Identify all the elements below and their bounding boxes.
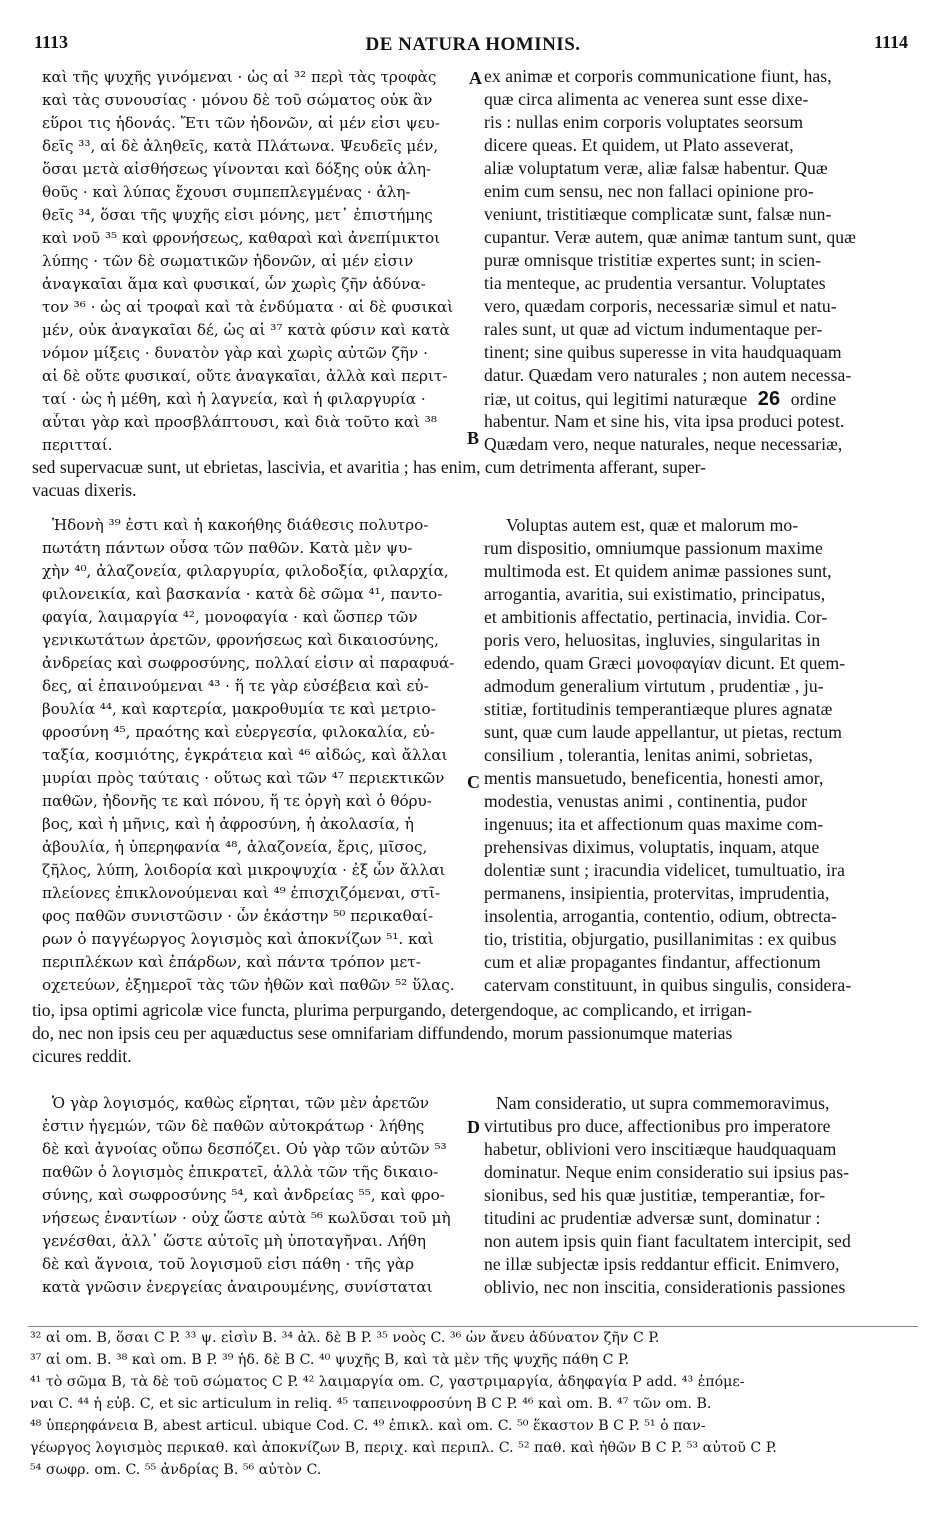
page-header: [0, 28, 946, 62]
latin-line: ingenuus; ita et affectionum quas maxime com-: [484, 814, 824, 834]
greek-line: μυρίαι πρὸς ταύταις · οὕτως καὶ τῶν ⁴⁷ περιεκτικῶν: [42, 769, 445, 787]
latin-line: insolentia, arrogantia, contentio, odium, obtrecta-: [484, 906, 837, 926]
greek-line: ταί · ὡς ἡ μέθη, καὶ ἡ λαγνεία, καὶ ἡ φιλαργυρία ·: [42, 390, 426, 408]
latin-line: stitiæ, fortitudinis temperantiæque plures agnatæ: [484, 699, 833, 719]
full-width-line: vacuas dixeris.: [32, 480, 137, 500]
latin-line: multimoda est. Et quidem animæ passiones sunt,: [484, 561, 832, 581]
greek-line: κατὰ γνῶσιν ἐνεργείας ἀναιρουμένης, συνίσταται: [42, 1278, 433, 1296]
section-marker-a: A: [469, 68, 482, 88]
greek-line: οχετεύων, ἐξημεροῖ τὰς τῶν ἠθῶν καὶ παθῶν ⁵² ὕλας.: [42, 976, 455, 994]
section-marker-b: B: [467, 428, 480, 448]
latin-line: dicere queas. Et quidem, ut Plato asseverat,: [484, 135, 794, 155]
latin-line: sunt, quæ cum laude appellantur, ut pietas, rectum: [484, 722, 843, 742]
latin-line: aliæ voluptatum veræ, aliæ falsæ habentur. Quæ: [484, 158, 828, 178]
latin-line: ne illæ subjectæ ipsis reddantur efficit. Enimvero,: [484, 1254, 840, 1274]
full-width-line: do, nec non ipsis ceu per aquæductus sese omnifariam diffundendo, morum passionumque materias: [32, 1023, 733, 1043]
latin-line: modestia, venustas animi , continentia, pudor: [484, 791, 808, 811]
latin-text: ordine: [790, 389, 837, 409]
footnote-line: ναι C. ⁴⁴ ἡ εὐβ. C, et sic articulum in reliq. ⁴⁵ ταπεινοφροσύνη B C P. ⁴⁶ καὶ om. B. ⁴⁷ τῶν om. B.: [30, 1396, 712, 1412]
greek-line: γενικωτάτων ἀρετῶν, φρονήσεως καὶ δικαιοσύνης,: [42, 631, 439, 649]
latin-line: Nam consideratio, ut supra commemoravimus,: [496, 1093, 830, 1113]
greek-line: θοῦς · καὶ λύπας ἔχουσι συμπεπλεγμένας · ἀλη-: [42, 183, 411, 201]
latin-line: oblivio, nec non inscitia, considerationis passiones: [484, 1277, 846, 1297]
latin-line: non autem ipsis quin fiant facultatem intercipit, sed: [484, 1231, 851, 1251]
greek-line: δὲ καὶ ἄγνοια, τοῦ λογισμοῦ εἰσι πάθη · τῆς γὰρ: [42, 1255, 415, 1273]
greek-line: σύνης, καὶ σωφροσύνης ⁵⁴, καὶ ἀνδρείας ⁵⁵, καὶ φρο-: [42, 1186, 445, 1204]
greek-line: δὲ καὶ ἀγνοίας οὔπω δεσπόζει. Οὐ γὰρ τῶν αὐτῶν ⁵³: [42, 1140, 447, 1158]
section-marker-d: D: [467, 1117, 480, 1137]
latin-line: Voluptas autem est, quæ et malorum mo-: [506, 515, 799, 535]
latin-line: vero, quædam corporis, necessariæ simul et natu-: [484, 296, 837, 316]
latin-line: tio, tristitia, objurgatio, pusillanimitas : ex quibus: [484, 929, 837, 949]
greek-line: δεῖς ³³, αἱ δὲ ἀληθεῖς, κατὰ Πλάτωνα. Ψευδεῖς μέν,: [42, 137, 439, 155]
latin-line: virtutibus pro duce, affectionibus pro imperatore: [484, 1116, 831, 1136]
latin-text: riæ, ut coitus, qui legitimi naturæque: [484, 389, 748, 409]
greek-line: νόμον μίξεις · δυνατὸν γὰρ καὶ χωρὶς αὐτῶν ζῆν ·: [42, 344, 428, 362]
greek-line: Ἡδονὴ ³⁹ ἐστι καὶ ἡ κακοήθης διάθεσις πολυτρο-: [52, 516, 429, 534]
greek-line: νήσεως ἐναντίων · οὐχ ὥστε αὐτὰ ⁵⁶ κωλῦσαι τοῦ μὴ: [42, 1209, 451, 1227]
page-number-left: 1113: [34, 32, 69, 52]
greek-line: παθῶν, ἡδονῆς τε καὶ πόνου, ἥ τε ὀργὴ καὶ ὁ θόρυ-: [42, 792, 432, 810]
footnote-line: ³⁷ αἱ om. B. ³⁸ καὶ om. B P. ³⁹ ἡδ. δὲ B C. ⁴⁰ ψυχῆς B, καὶ τὰ μὲν τῆς ψυχῆς πάθη C P.: [30, 1352, 630, 1368]
footnote-line: ⁴¹ τὸ σῶμα B, τὰ δὲ τοῦ σώματος C P. ⁴² λαιμαργία om. C, γαστριμαργία, ἀδηφαγία P add. ⁴³ ἑπόμε-: [30, 1374, 745, 1390]
greek-line: ζῆλος, λύπη, λοιδορία καὶ μικροψυχία · ἐξ ὧν ἄλλαι: [42, 861, 446, 879]
greek-line: βουλία ⁴⁴, καὶ καρτερία, μακροθυμία τε καὶ μετριο-: [42, 700, 436, 718]
greek-line: πωτάτη πάντων οὖσα τῶν παθῶν. Κατὰ μὲν ψυ-: [42, 539, 413, 557]
latin-line: tinent; sine quibus superesse in vita haudquaquam: [484, 342, 842, 362]
greek-line: καὶ τὰς συνουσίας · μόνου δὲ τοῦ σώματος οὐκ ἂν: [42, 91, 433, 109]
greek-line: ρων ὁ παγγέωργος λογισμὸς καὶ ἀποκνίζων ⁵¹. καὶ: [42, 930, 434, 948]
latin-line: habentur. Nam et sine his, vita ipsa produci potest.: [484, 411, 845, 431]
greek-line: καὶ νοῦ ³⁵ καὶ φρονήσεως, καθαραὶ καὶ ἀνεπίμικτοι: [42, 229, 441, 247]
latin-line: mentis mansuetudo, beneficentia, honesti amor,: [484, 768, 824, 788]
footnote-line: ⁴⁸ ὑπερηφάνεια B, abest articul. ubique Cod. C. ⁴⁹ ἐπικλ. καὶ om. C. ⁵⁰ ἕκαστον B C P. ⁵¹ ὁ παν-: [30, 1418, 706, 1434]
greek-line: αὗται γὰρ καὶ προσβλάπτουσι, καὶ διὰ τοῦτο καὶ ³⁸: [42, 413, 437, 431]
latin-line: enim cum sensu, nec non fallaci opinione pro-: [484, 181, 814, 201]
greek-line: γενέσθαι, ἀλλ᾽ ὥστε αὐτοῖς μὴ ὑποταγῆναι. Λήθη: [42, 1232, 426, 1250]
latin-line: veniunt, tristitiæque complicatæ sunt, falsæ nun-: [484, 204, 832, 224]
latin-line: et ambitionis affectatio, pertinacia, invidia. Cor-: [484, 607, 828, 627]
greek-line: ἀβουλία, ἡ ὑπερηφανία ⁴⁸, ἀλαζονεία, ἔρις, μῖσος,: [42, 838, 428, 856]
full-width-line: tio, ipsa optimi agricolæ vice functa, plurima perpurgando, detergendoque, ac complicando, et irrigan-: [32, 1000, 752, 1020]
latin-line: cum et aliæ propagantes findantur, affectionum: [484, 952, 821, 972]
greek-line: θεῖς ³⁴, ὅσαι τῆς ψυχῆς εἰσι μόνης, μετ᾽ ἐπιστήμης: [42, 206, 433, 224]
marginal-number: 26: [757, 388, 781, 410]
latin-line: ris : nullas enim corporis voluptates seorsum: [484, 112, 804, 132]
latin-line: tia menteque, ac prudentia versantur. Voluptates: [484, 273, 826, 293]
latin-line: arrogantia, avaritia, sui existimatio, principatus,: [484, 584, 826, 604]
latin-line: [484, 388, 908, 411]
greek-line: ταξία, κοσμιότης, ἐγκράτεια καὶ ⁴⁶ αἰδώς, καὶ ἄλλαι: [42, 746, 448, 764]
latin-line: dominatur. Neque enim consideratio sui ipsius pas-: [484, 1162, 850, 1182]
latin-line: titudini ac prudentiæ adversæ sunt, dominatur :: [484, 1208, 821, 1228]
latin-line: datur. Quædam vero naturales ; non autem necessa-: [484, 365, 852, 385]
greek-line: περιπλέκων καὶ ἐπάρδων, καὶ πάντα τρόπον μετ-: [42, 953, 421, 971]
greek-line: φος παθῶν συνιστῶσιν · ὧν ἑκάστην ⁵⁰ περικαθαί-: [42, 907, 434, 925]
latin-line: edendo, quam Græci μονοφαγίαν dicunt. Et quem-: [484, 653, 846, 673]
greek-line: φροσύνη ⁴⁵, πραότης καὶ εὐεργεσία, φιλοκαλία, εὐ-: [42, 723, 435, 741]
footnote-line: γέωργος λογισμὸς περικαθ. καὶ ἀποκνίζων B, περιχ. καὶ περιπλ. C. ⁵² παθ. καὶ ἠθῶν B C P. ⁵³ αὐτοῦ C P.: [30, 1440, 777, 1456]
greek-line: φαγία, λαιμαργία ⁴², μονοφαγία · καὶ ὥσπερ τῶν: [42, 608, 418, 626]
latin-line: prehensivas diximus, voluptatis, inquam, atque: [484, 837, 820, 857]
latin-line: puræ omnisque tristitiæ expertes sunt; in scien-: [484, 250, 822, 270]
greek-line: τον ³⁶ · ὡς αἱ τροφαὶ καὶ τὰ ἐνδύματα · αἱ δὲ φυσικαὶ: [42, 298, 454, 316]
greek-line: χὴν ⁴⁰, ἀλαζονεία, φιλαργυρία, φιλοδοξία, φιλαρχία,: [42, 562, 449, 580]
footnote-separator: [28, 1326, 918, 1327]
greek-line: μέν, οὐκ ἀναγκαῖαι δέ, ὡς αἱ ³⁷ κατὰ φύσιν καὶ κατὰ: [42, 321, 450, 339]
latin-line: Quædam vero, neque naturales, neque necessariæ,: [484, 434, 843, 454]
section-marker-c: C: [467, 772, 480, 792]
greek-line: καὶ τῆς ψυχῆς γινόμεναι · ὡς αἱ ³² περὶ τὰς τροφὰς: [42, 68, 437, 86]
latin-line: quæ circa alimenta ac venerea sunt esse dixe-: [484, 89, 809, 109]
greek-line: ἐστιν ἡγεμών, τῶν δὲ παθῶν αὐτοκράτωρ · λήθης: [42, 1117, 425, 1135]
greek-line: ὅσαι μετὰ αἰσθήσεως γίνονται καὶ δόξης οὐκ ἀλη-: [42, 160, 432, 178]
latin-line: consilium , tolerantia, lenitas animi, sobrietas,: [484, 745, 813, 765]
greek-line: περιτταί.: [42, 436, 113, 454]
latin-line: dolentiæ sunt ; iracundia videlicet, tumultuatio, ira: [484, 860, 846, 880]
latin-line: rum dispositio, omniumque passionum maxime: [484, 538, 823, 558]
full-width-line: sed supervacuæ sunt, ut ebrietas, lascivia, et avaritia ; has enim, cum detrimenta afferant, super-: [32, 457, 707, 477]
latin-line: sionibus, sed his quæ justitiæ, temperantiæ, for-: [484, 1185, 826, 1205]
latin-line: poris vero, heluositas, ingluvies, singularitas in: [484, 630, 821, 650]
running-title: DE NATURA HOMINIS.: [365, 34, 581, 55]
greek-line: αἱ δὲ οὔτε φυσικαί, οὔτε ἀναγκαῖαι, ἀλλὰ καὶ περιτ-: [42, 367, 448, 385]
footnote-line: ⁵⁴ σωφρ. om. C. ⁵⁵ ἀνδρίας B. ⁵⁶ αὐτὸν C.: [30, 1462, 322, 1478]
greek-line: παθῶν ὁ λογισμὸς ἐπικρατεῖ, ἀλλὰ τῶν τῆς δικαιο-: [42, 1163, 439, 1181]
greek-line: Ὁ γὰρ λογισμός, καθὼς εἴρηται, τῶν μὲν ἀρετῶν: [52, 1094, 430, 1112]
page-number-right: 1114: [873, 32, 908, 52]
latin-line: permanens, insipientia, protervitas, imprudentia,: [484, 883, 830, 903]
greek-line: εὕροι τις ἡδονάς. Ἔτι τῶν ἡδονῶν, αἱ μέν εἰσι ψευ-: [42, 114, 440, 132]
greek-line: ἀναγκαῖαι ἅμα καὶ φυσικαί, ὧν χωρὶς ζῆν ἀδύνα-: [42, 275, 426, 293]
latin-line: ex animæ et corporis communicatione fiunt, has,: [484, 66, 832, 86]
footnote-line: ³² αἱ om. B, ὅσαι C P. ³³ ψ. εἰσὶν B. ³⁴ ἀλ. δὲ B P. ³⁵ νοὸς C. ³⁶ ὧν ἄνευ ἀδύνατον ζῆν C P.: [30, 1330, 660, 1346]
latin-line: rales sunt, ut quæ ad victum indumentaque per-: [484, 319, 823, 339]
greek-line: πλείονες ἐπικλονούμεναι καὶ ⁴⁹ ἐπισχιζόμεναι, στῖ-: [42, 884, 441, 902]
greek-line: λύπης · τῶν δὲ σωματικῶν ἡδονῶν, αἱ μέν εἰσιν: [42, 252, 414, 270]
greek-line: φιλονεικία, καὶ βασκανία · κατὰ δὲ σῶμα ⁴¹, παντο-: [42, 585, 443, 603]
latin-line: cupantur. Veræ autem, quæ animæ tantum sunt, quæ: [484, 227, 856, 247]
greek-line: ἀνδρείας καὶ σωφροσύνης, πολλαί εἰσιν αἱ παραφυά-: [42, 654, 455, 672]
latin-line: admodum generalium virtutum , prudentiæ , ju-: [484, 676, 824, 696]
greek-line: δες, αἱ ἐπαινούμεναι ⁴³ · ἥ τε γὰρ εὐσέβεια καὶ εὐ-: [42, 677, 429, 695]
latin-line: catervam constituunt, in quibus singulis, considera-: [484, 975, 852, 995]
full-width-line: cicures reddit.: [32, 1046, 132, 1066]
latin-line: habetur, oblivioni vero inscitiæque haudquaquam: [484, 1139, 837, 1159]
greek-line: βος, καὶ ἡ μῆνις, καὶ ἡ ἀφροσύνη, ἡ ἀκολασία, ἡ: [42, 815, 414, 833]
